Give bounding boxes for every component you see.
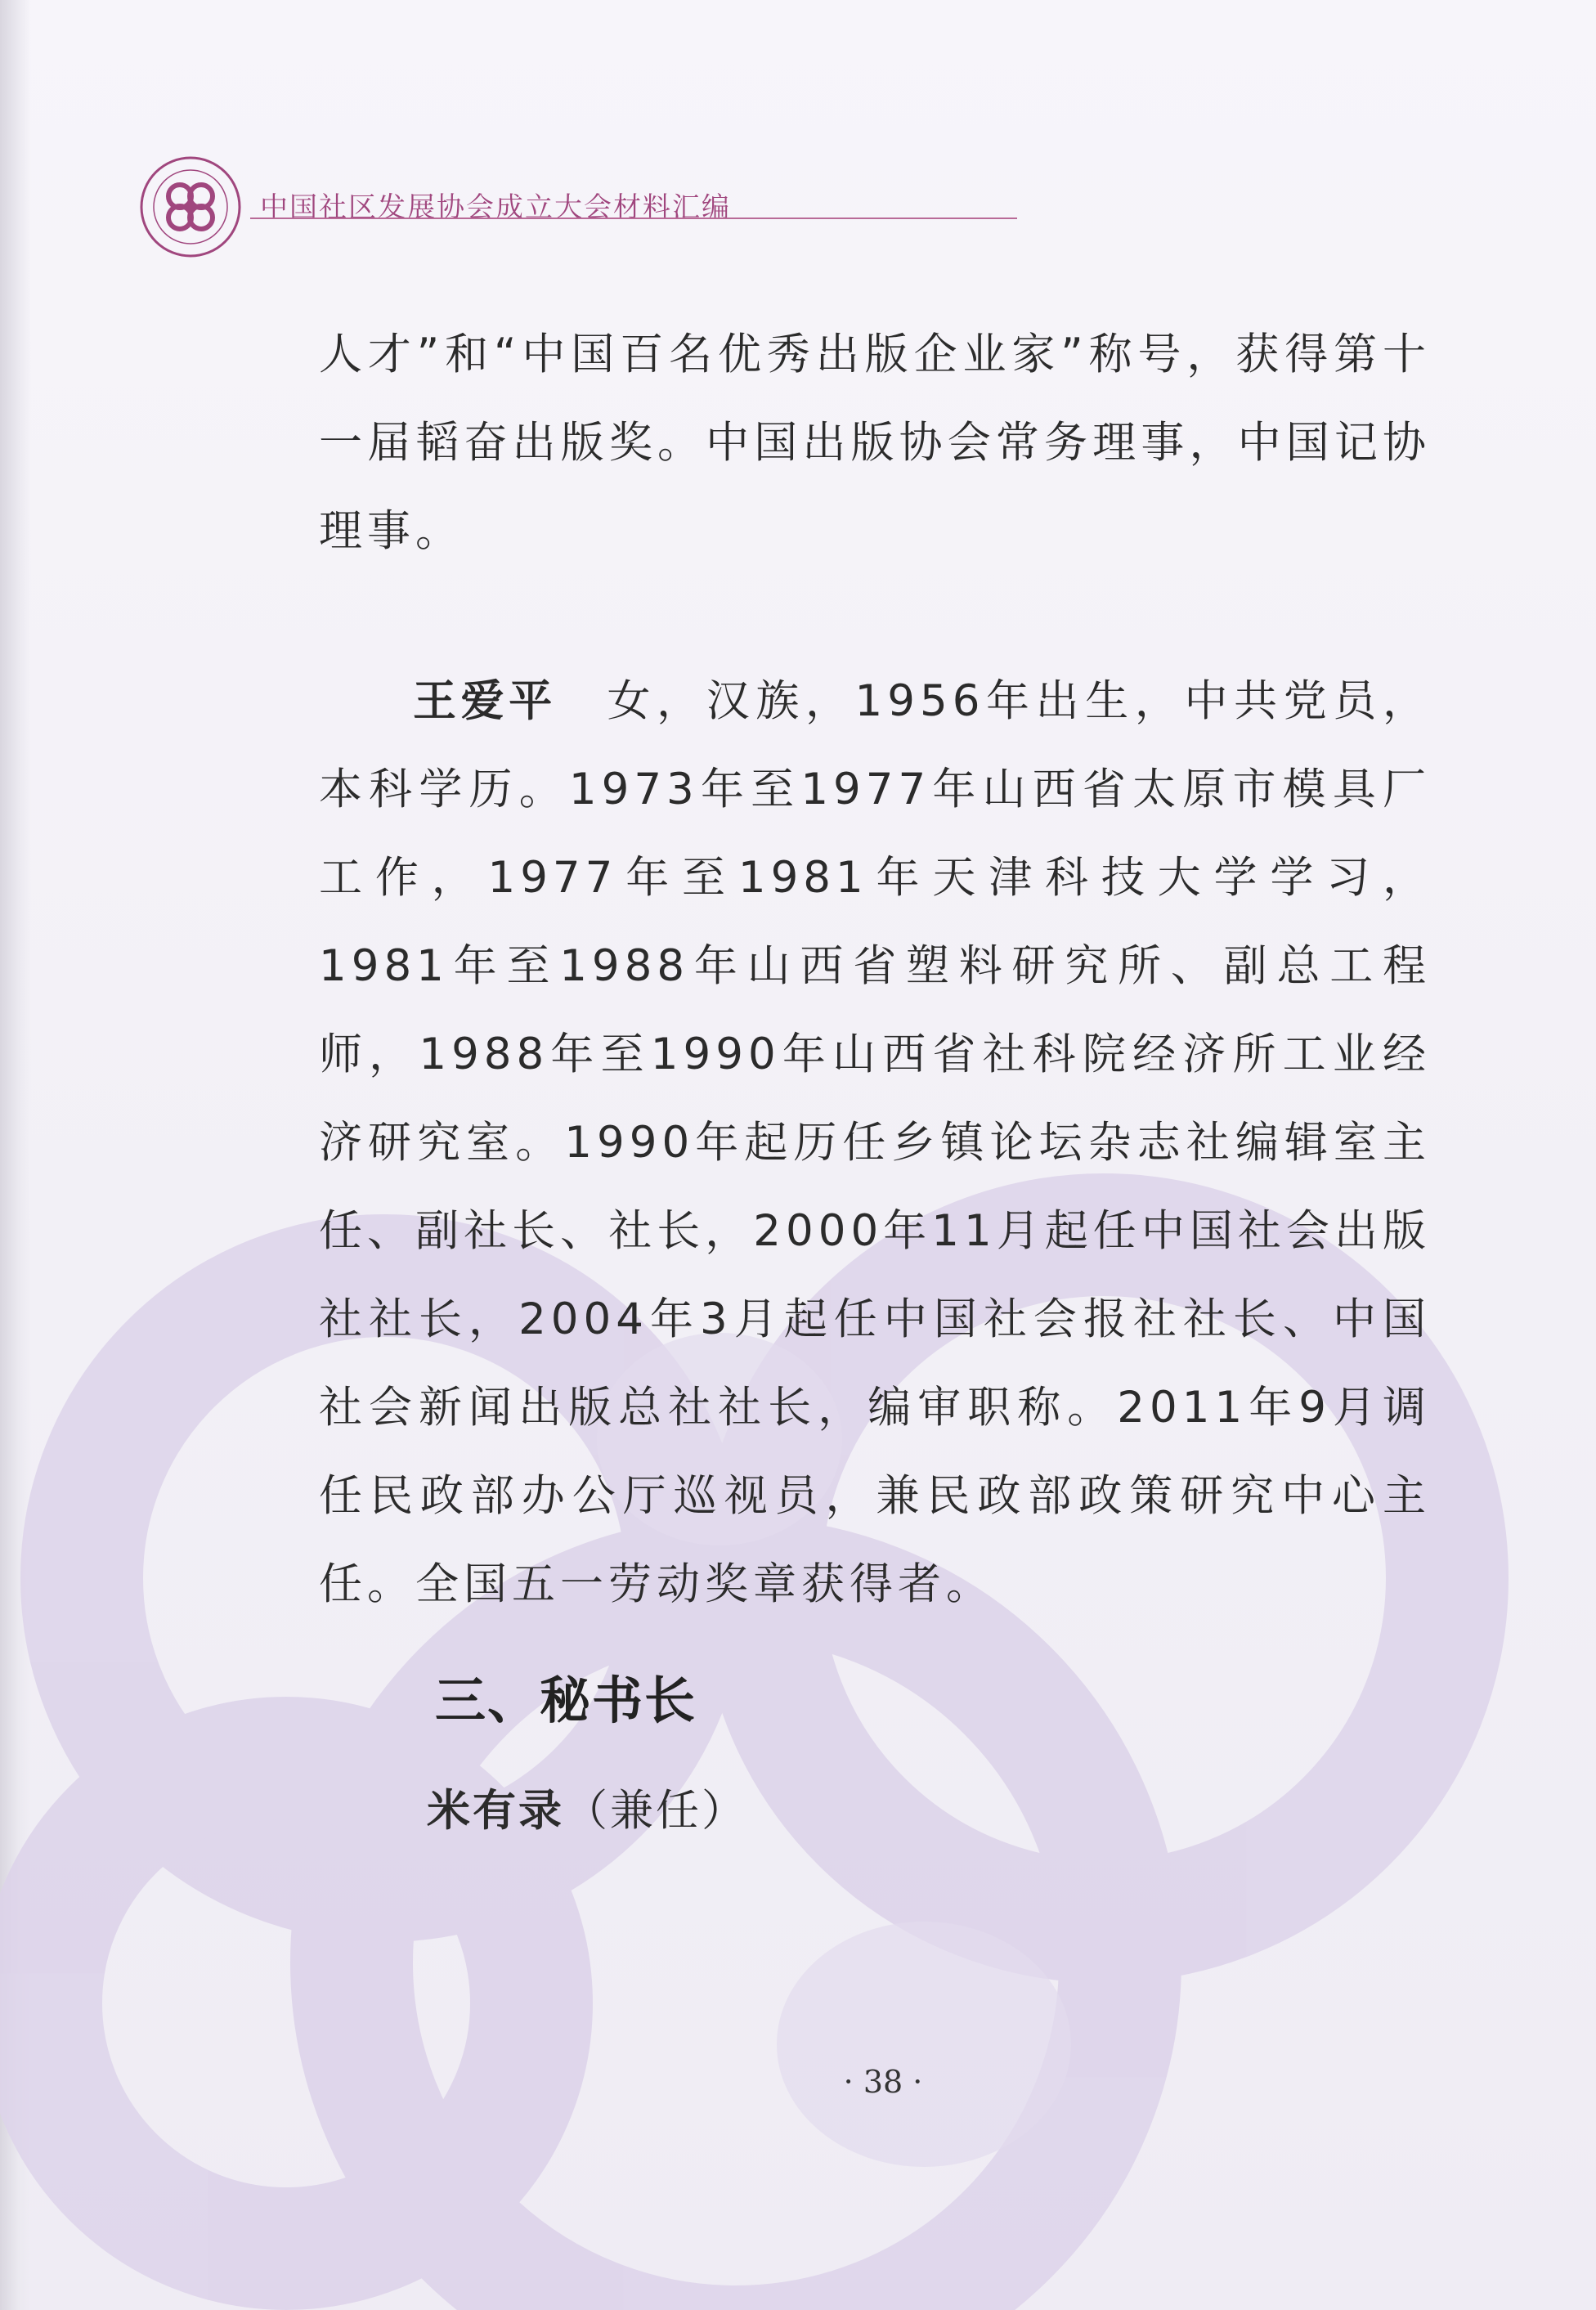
running-header-title: 中国社区发展协会成立大会材料汇编 xyxy=(260,191,731,224)
page-number: · 38 · xyxy=(843,2064,923,2100)
secretary-line xyxy=(427,1776,747,1838)
profile-name: 王爱平 xyxy=(413,676,557,726)
secretary-name: 米有录 xyxy=(427,1786,564,1836)
association-logo-icon xyxy=(137,154,244,260)
continued-paragraph: 人才”和“中国百名优秀出版企业家”称号，获得第十一届韬奋出版奖。中国出版协会常务理事，中国记协理事。 xyxy=(319,330,1431,556)
profile-text: 女，汉族，1956年出生，中共党员，本科学历。1973年至1977年山西省太原市模具厂工作，1977年至1981年天津科技大学学习，1981年至1988年山西省塑料研究所、副总工程师，1988年至1990年山西省社科院经济所工业经济研究室。1990年起历任乡镇论坛杂志社编辑室主任、副社长、社长，2000年11月起任中国社会出版社社长，2004年3月起任中国社会报社社长、中国社会新闻出版总社社长，编审职称。2011年9月调任民政部办公厅巡视员，兼民政部政策研究中心主任。全国五一劳动奖章获得者。 xyxy=(319,676,1431,1609)
secretary-note: （兼任） xyxy=(564,1786,747,1836)
section-heading: 三、秘书长 xyxy=(435,1671,697,1730)
profile-paragraph xyxy=(319,657,1431,1629)
header-divider xyxy=(250,218,1017,219)
